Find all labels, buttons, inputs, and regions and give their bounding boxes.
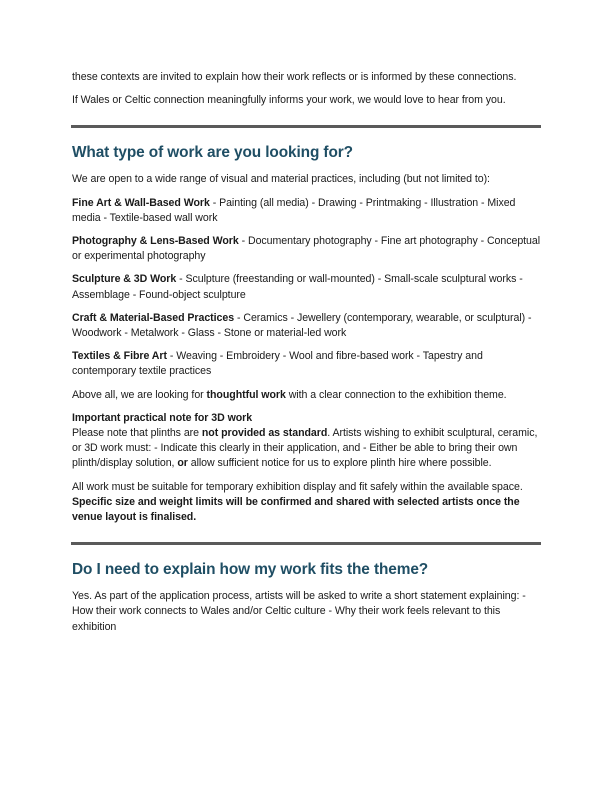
section-divider xyxy=(71,125,541,128)
category-title: Craft & Material-Based Practices xyxy=(72,311,235,324)
intro-paragraph-1: these contexts are invited to explain how their work reflects or is informed by these connections. xyxy=(72,71,517,83)
suitability-paragraph: All work must be suitable for temporary exhibition display and fit safely within the available space. Specific size and weight limits will be confirmed and shared with selected artists once the venue layout is finalised. xyxy=(72,480,523,524)
category-textiles xyxy=(72,349,542,379)
work-types-lead: We are open to a wide range of visual and material practices, including (but not limited to): xyxy=(72,173,490,186)
section-heading-theme-fit: Do I need to explain how my work fits the theme? xyxy=(72,561,429,579)
category-items: - Sculpture (freestanding or wall-mounted) - Small-scale sculptural works - Assemblage - Found-object sculpture xyxy=(72,273,523,301)
category-sculpture xyxy=(72,272,542,302)
document-page xyxy=(72,70,542,643)
section-heading-work-types: What type of work are you looking for? xyxy=(72,144,353,162)
section-divider xyxy=(71,542,541,545)
practical-note-body: Please note that plinths are not provided as standard. Artists wishing to exhibit sculptural, ceramic, or 3D work must: - Indicate this clearly in their application, and - Either be able to bring their own plinth/display solution, or allow sufficient notice for us to explore plinth hire where possible. xyxy=(72,427,538,470)
category-fine-art xyxy=(72,196,542,226)
category-items: - Weaving - Embroidery - Wool and fibre-based work - Tapestry and contemporary textile practices xyxy=(72,350,483,378)
intro-paragraph-2: If Wales or Celtic connection meaningfully informs your work, we would love to hear from you. xyxy=(72,94,506,107)
category-title: Fine Art & Wall-Based Work xyxy=(72,196,210,209)
category-craft xyxy=(72,311,542,341)
category-items: - Painting (all media) - Drawing - Printmaking - Illustration - Mixed media - Textile-based wall work xyxy=(72,196,516,224)
category-items: - Ceramics - Jewellery (contemporary, wearable, or sculptural) - Woodwork - Metalwork - Glass - Stone or material-led work xyxy=(72,311,532,340)
category-items: - Documentary photography - Fine art photography - Conceptual or experimental photography xyxy=(72,235,541,263)
category-title: Photography & Lens-Based Work xyxy=(72,235,239,248)
theme-fit-body: Yes. As part of the application process, artists will be asked to write a short statement explaining: - How their work connects to Wales and/or Celtic culture - Why their work feels relevant to this exhibition xyxy=(72,590,526,633)
practical-note-title: Important practical note for 3D work xyxy=(72,411,253,424)
category-title: Textiles & Fibre Art xyxy=(72,350,167,363)
category-photography xyxy=(72,234,542,264)
category-title: Sculpture & 3D Work xyxy=(72,273,177,286)
above-all-paragraph: Above all, we are looking for thoughtful work with a clear connection to the exhibition theme. xyxy=(72,388,507,401)
